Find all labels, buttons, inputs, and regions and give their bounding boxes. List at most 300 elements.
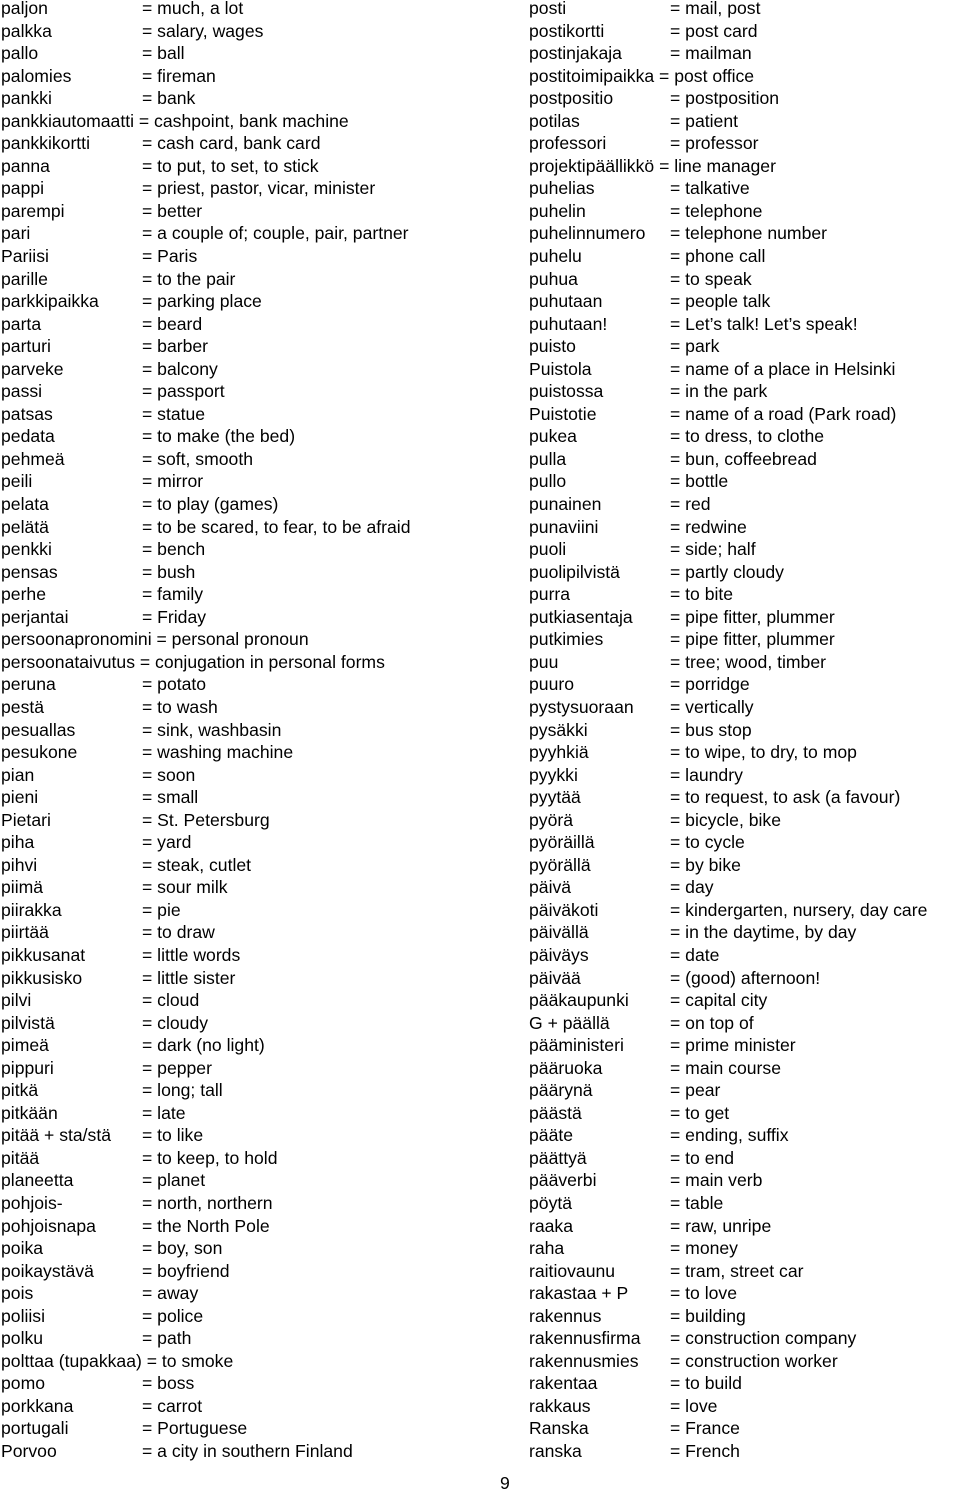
glossary-entry [529, 132, 960, 155]
finnish-term: porkkana [1, 1395, 74, 1416]
english-definition: = in the park [670, 381, 768, 402]
glossary-entry [529, 1305, 960, 1328]
glossary-entry [1, 538, 476, 561]
finnish-term: rakennus [529, 1305, 602, 1326]
glossary-entry [529, 876, 960, 899]
english-definition: = little sister [142, 967, 236, 988]
english-definition: = postposition [670, 88, 780, 109]
english-definition: = away [142, 1283, 199, 1304]
finnish-term: rakastaa + P [529, 1283, 629, 1304]
finnish-term: pohjoisnapa [1, 1215, 96, 1236]
glossary-entry [1, 65, 476, 88]
glossary-entry [529, 493, 960, 516]
english-definition: = to make (the bed) [142, 426, 296, 447]
finnish-term: parturi [1, 336, 51, 357]
english-definition: = tree; wood, timber [670, 651, 826, 672]
english-definition: = to end [670, 1147, 735, 1168]
finnish-term: raha [529, 1238, 565, 1259]
glossary-entry [1, 268, 476, 291]
finnish-term: peili [1, 471, 33, 492]
glossary-entry [1, 651, 476, 674]
english-definition: = post card [670, 20, 758, 41]
english-definition: = a couple of; couple, pair, partner [142, 223, 409, 244]
glossary-entry [529, 809, 960, 832]
finnish-term: raaka [529, 1215, 574, 1236]
english-definition: = pepper [142, 1057, 212, 1078]
english-definition: = to request, to ask (a favour) [670, 787, 901, 808]
entry-text: persoonataivutus = conjugation in personal forms [1, 651, 385, 672]
finnish-term: pöytä [529, 1192, 573, 1213]
finnish-term: pesuallas [1, 719, 76, 740]
english-definition: = kindergarten, nursery, day care [670, 899, 928, 920]
glossary-entry [1, 606, 476, 629]
english-definition: = by bike [670, 854, 741, 875]
finnish-term: parempi [1, 200, 65, 221]
finnish-term: postinjakaja [529, 43, 622, 64]
finnish-term: puhutaan [529, 291, 603, 312]
glossary-entry [1, 1102, 476, 1125]
english-definition: = talkative [670, 178, 750, 199]
english-definition: = France [670, 1418, 740, 1439]
english-definition: = priest, pastor, vicar, minister [142, 178, 376, 199]
english-definition: = park [670, 336, 720, 357]
finnish-term: potilas [529, 110, 580, 131]
glossary-entry [529, 651, 960, 674]
finnish-term: palomies [1, 65, 72, 86]
english-definition: = St. Petersburg [142, 809, 270, 830]
finnish-term: pian [1, 764, 35, 785]
glossary-entry [529, 155, 960, 178]
finnish-term: perjantai [1, 606, 69, 627]
english-definition: = laundry [670, 764, 743, 785]
finnish-term: perhe [1, 584, 46, 605]
english-definition: = to play (games) [142, 494, 279, 515]
english-definition: = police [142, 1305, 204, 1326]
glossary-entry [1, 1215, 476, 1238]
finnish-term: pari [1, 223, 31, 244]
english-definition: = passport [142, 381, 225, 402]
english-definition: = pipe fitter, plummer [670, 629, 835, 650]
glossary-entry [529, 403, 960, 426]
glossary-entry [1, 741, 476, 764]
english-definition: = pie [142, 899, 181, 920]
glossary-entry [1, 335, 476, 358]
finnish-term: pyykki [529, 764, 578, 785]
english-definition: = family [142, 584, 204, 605]
finnish-term: pääkaupunki [529, 990, 629, 1011]
finnish-term: pysäkki [529, 719, 588, 740]
glossary-entry [1, 764, 476, 787]
english-definition: = beard [142, 313, 203, 334]
english-definition: = to draw [142, 922, 215, 943]
finnish-term: pyöräillä [529, 832, 595, 853]
english-definition: = yard [142, 832, 192, 853]
finnish-term: pensas [1, 561, 58, 582]
glossary-entry [529, 583, 960, 606]
english-definition: = Let’s talk! Let’s speak! [670, 313, 858, 334]
glossary-entry [1, 177, 476, 200]
entry-text: pankkiautomaatti = cashpoint, bank machine [1, 110, 349, 131]
english-definition: = boss [142, 1373, 195, 1394]
finnish-term: pyörä [529, 809, 574, 830]
english-definition: = bottle [670, 471, 729, 492]
finnish-term: professori [529, 133, 607, 154]
glossary-entry [1, 155, 476, 178]
english-definition: = telephone [670, 200, 763, 221]
glossary-entry [529, 1012, 960, 1035]
finnish-term: pyytää [529, 787, 581, 808]
english-definition: = to like [142, 1125, 204, 1146]
glossary-entry [1, 1350, 476, 1373]
glossary-entry [1, 561, 476, 584]
glossary-entry [1, 493, 476, 516]
english-definition: = name of a road (Park road) [670, 403, 897, 424]
english-definition: = salary, wages [142, 20, 264, 41]
english-definition: = boyfriend [142, 1260, 230, 1281]
glossary-entry [529, 42, 960, 65]
glossary-entry [1, 921, 476, 944]
english-definition: = name of a place in Helsinki [670, 358, 896, 379]
english-definition: = ball [142, 43, 185, 64]
glossary-entry [1, 1305, 476, 1328]
finnish-term: puuro [529, 674, 574, 695]
finnish-term: poikaystävä [1, 1260, 94, 1281]
glossary-entry [529, 1215, 960, 1238]
english-definition: = to the pair [142, 268, 236, 289]
english-definition: = small [142, 787, 199, 808]
english-definition: = phone call [670, 246, 766, 267]
english-definition: = partly cloudy [670, 561, 784, 582]
glossary-entry [529, 0, 960, 20]
finnish-term: parkkipaikka [1, 291, 99, 312]
finnish-term: pilvi [1, 990, 32, 1011]
english-definition: = ending, suffix [670, 1125, 789, 1146]
english-definition: = bus stop [670, 719, 752, 740]
glossary-entry [529, 313, 960, 336]
english-definition: = better [142, 200, 203, 221]
finnish-term: parveke [1, 358, 64, 379]
glossary-entry [529, 358, 960, 381]
finnish-term: pihvi [1, 854, 38, 875]
finnish-term: parille [1, 268, 48, 289]
glossary-entry [529, 1034, 960, 1057]
glossary-entry [529, 786, 960, 809]
english-definition: = to get [670, 1102, 730, 1123]
glossary-entry [1, 1079, 476, 1102]
glossary-entry [529, 1057, 960, 1080]
glossary-entry [529, 222, 960, 245]
english-definition: = to cycle [670, 832, 745, 853]
glossary-entry [529, 1124, 960, 1147]
page-number: 9 [500, 1473, 510, 1493]
entry-text: projektipäällikkö = line manager [529, 155, 776, 176]
english-definition: = to wash [142, 696, 218, 717]
english-definition: = steak, cutlet [142, 854, 252, 875]
glossary-entry [529, 65, 960, 88]
finnish-term: puu [529, 651, 559, 672]
glossary-entry [529, 1192, 960, 1215]
finnish-term: päiväkoti [529, 899, 599, 920]
finnish-term: pankkikortti [1, 133, 90, 154]
glossary-entry [1, 719, 476, 742]
entry-text: persoonapronomini = personal pronoun [1, 629, 309, 650]
finnish-term: puhelias [529, 178, 595, 199]
finnish-term: rakkaus [529, 1395, 591, 1416]
english-definition: = bench [142, 539, 206, 560]
glossary-entry [529, 1440, 960, 1463]
glossary-entry [529, 110, 960, 133]
english-definition: = date [670, 944, 720, 965]
finnish-term: pappi [1, 178, 45, 199]
english-definition: = to keep, to hold [142, 1147, 278, 1168]
finnish-term: pedata [1, 426, 55, 447]
glossary-entry [1, 313, 476, 336]
english-definition: = carrot [142, 1395, 203, 1416]
english-definition: = tram, street car [670, 1260, 804, 1281]
english-definition: = fireman [142, 65, 216, 86]
glossary-entry [529, 177, 960, 200]
entry-text: polttaa (tupakkaa) = to smoke [1, 1350, 234, 1371]
finnish-term: puhelu [529, 246, 582, 267]
finnish-term: Pietari [1, 809, 51, 830]
finnish-term: ranska [529, 1441, 582, 1461]
glossary-entry [1, 222, 476, 245]
glossary-entry [1, 516, 476, 539]
glossary-entry [1, 1057, 476, 1080]
english-definition: = the North Pole [142, 1215, 270, 1236]
glossary-entry [1, 1327, 476, 1350]
finnish-term: pyyhkiä [529, 742, 589, 763]
english-definition: = construction worker [670, 1350, 838, 1371]
glossary-entry [1, 1237, 476, 1260]
glossary-entry [1, 1169, 476, 1192]
finnish-term: pestä [1, 696, 45, 717]
finnish-term: poliisi [1, 1305, 46, 1326]
glossary-entry [529, 741, 960, 764]
finnish-term: pilvistä [1, 1012, 55, 1033]
finnish-term: päättyä [529, 1147, 587, 1168]
english-definition: = much, a lot [142, 0, 244, 18]
english-definition: = prime minister [670, 1035, 796, 1056]
english-definition: = barber [142, 336, 209, 357]
glossary-entry [529, 628, 960, 651]
glossary-entry [1, 1147, 476, 1170]
finnish-term: pohjois- [1, 1192, 63, 1213]
glossary-entry [1, 809, 476, 832]
english-definition: = to wipe, to dry, to mop [670, 742, 857, 763]
finnish-term: puoli [529, 539, 567, 560]
finnish-term: Pariisi [1, 246, 49, 267]
finnish-term: pois [1, 1283, 34, 1304]
glossary-entry [529, 944, 960, 967]
finnish-term: portugali [1, 1418, 69, 1439]
english-definition: = telephone number [670, 223, 827, 244]
finnish-term: Porvoo [1, 1441, 57, 1461]
english-definition: = patient [670, 110, 738, 131]
glossary-entry [529, 673, 960, 696]
finnish-term: päästä [529, 1102, 582, 1123]
glossary-entry [529, 448, 960, 471]
english-definition: = bicycle, bike [670, 809, 781, 830]
english-definition: = to bite [670, 584, 734, 605]
glossary-entry [1, 20, 476, 43]
glossary-entry [529, 967, 960, 990]
english-definition: = (good) afternoon! [670, 967, 821, 988]
finnish-term: pieni [1, 787, 39, 808]
glossary-entry [529, 1282, 960, 1305]
finnish-term: piirtää [1, 922, 49, 943]
english-definition: = love [670, 1395, 718, 1416]
glossary-entry [529, 1350, 960, 1373]
english-definition: = porridge [670, 674, 750, 695]
finnish-term: puhelinnumero [529, 223, 646, 244]
finnish-term: postpositio [529, 88, 614, 109]
finnish-term: puolipilvistä [529, 561, 620, 582]
finnish-term: patsas [1, 403, 53, 424]
finnish-term: parta [1, 313, 42, 334]
finnish-term: pehmeä [1, 448, 65, 469]
english-definition: = bank [142, 88, 196, 109]
finnish-term: piha [1, 832, 35, 853]
finnish-term: pukea [529, 426, 577, 447]
english-definition: = construction company [670, 1328, 857, 1349]
english-definition: = redwine [670, 516, 747, 537]
glossary-entry [529, 764, 960, 787]
glossary-entry [529, 1169, 960, 1192]
glossary-entry [529, 1237, 960, 1260]
english-definition: = vertically [670, 696, 754, 717]
finnish-term: palkka [1, 20, 52, 41]
glossary-entry [529, 20, 960, 43]
english-definition: = washing machine [142, 742, 294, 763]
english-definition: = soft, smooth [142, 448, 253, 469]
english-definition: = mirror [142, 471, 204, 492]
glossary-entry [1, 696, 476, 719]
finnish-term: pystysuoraan [529, 696, 634, 717]
english-definition: = day [670, 877, 714, 898]
finnish-term: puhutaan! [529, 313, 608, 334]
glossary-entry [1, 1124, 476, 1147]
finnish-term: Puistotie [529, 403, 597, 424]
glossary-entry [529, 1417, 960, 1440]
english-definition: = cloudy [142, 1012, 209, 1033]
english-definition: = a city in southern Finland [142, 1441, 353, 1461]
english-definition: = cash card, bank card [142, 133, 321, 154]
glossary-entry [529, 516, 960, 539]
glossary-entry [529, 425, 960, 448]
glossary-entry [529, 200, 960, 223]
finnish-term: päiväys [529, 944, 589, 965]
english-definition: = table [670, 1192, 724, 1213]
english-definition: = little words [142, 944, 241, 965]
english-definition: = to speak [670, 268, 752, 289]
finnish-term: pimeä [1, 1035, 49, 1056]
glossary-entry [1, 200, 476, 223]
english-definition: = people talk [670, 291, 771, 312]
glossary-entry [529, 1327, 960, 1350]
english-definition: = to dress, to clothe [670, 426, 825, 447]
english-definition: = raw, unripe [670, 1215, 772, 1236]
finnish-term: pelätä [1, 516, 49, 537]
english-definition: = late [142, 1102, 186, 1123]
glossary-entry [529, 1260, 960, 1283]
finnish-term: putkiasentaja [529, 606, 633, 627]
glossary-entry [529, 921, 960, 944]
glossary-entry [1, 628, 476, 651]
glossary-entry [1, 989, 476, 1012]
glossary-entry [529, 696, 960, 719]
english-definition: = mail, post [670, 0, 761, 18]
english-definition: = bun, coffeebread [670, 448, 817, 469]
glossary-entry [1, 673, 476, 696]
right-glossary-column [529, 0, 960, 1463]
english-definition: = long; tall [142, 1080, 223, 1101]
finnish-term: panna [1, 155, 50, 176]
glossary-entry [1, 358, 476, 381]
english-definition: = potato [142, 674, 207, 695]
glossary-entry [1, 899, 476, 922]
glossary-entry [1, 1012, 476, 1035]
glossary-entry [529, 1102, 960, 1125]
glossary-entry [1, 425, 476, 448]
finnish-term: raitiovaunu [529, 1260, 616, 1281]
finnish-term: pääverbi [529, 1170, 597, 1191]
glossary-entry [529, 719, 960, 742]
glossary-entry [529, 1147, 960, 1170]
finnish-term: pääministeri [529, 1035, 624, 1056]
english-definition: = boy, son [142, 1238, 223, 1259]
english-definition: = pear [670, 1080, 721, 1101]
glossary-entry [529, 470, 960, 493]
finnish-term: purra [529, 584, 571, 605]
finnish-term: poika [1, 1238, 44, 1259]
glossary-entry [1, 245, 476, 268]
finnish-term: passi [1, 381, 43, 402]
finnish-term: puhelin [529, 200, 586, 221]
english-definition: = to love [670, 1283, 737, 1304]
finnish-term: päivä [529, 877, 572, 898]
finnish-term: penkki [1, 539, 52, 560]
finnish-term: Ranska [529, 1418, 589, 1439]
english-definition: = building [670, 1305, 746, 1326]
glossary-entry [529, 87, 960, 110]
entry-text: postitoimipaikka = post office [529, 65, 755, 86]
finnish-term: pikkusisko [1, 967, 83, 988]
glossary-entry [1, 42, 476, 65]
finnish-term: päivällä [529, 922, 589, 943]
finnish-term: pitkä [1, 1080, 39, 1101]
glossary-entry [1, 132, 476, 155]
finnish-term: pomo [1, 1373, 46, 1394]
english-definition: = cloud [142, 990, 200, 1011]
finnish-term: pelata [1, 494, 49, 515]
glossary-entry [1, 854, 476, 877]
finnish-term: pullo [529, 471, 567, 492]
glossary-entry [529, 380, 960, 403]
english-definition: = sour milk [142, 877, 228, 898]
finnish-term: rakentaa [529, 1373, 598, 1394]
glossary-entry [1, 403, 476, 426]
glossary-entry [529, 335, 960, 358]
glossary-entry [1, 380, 476, 403]
english-definition: = main course [670, 1057, 781, 1078]
finnish-term: pankki [1, 88, 52, 109]
glossary-entry [1, 583, 476, 606]
glossary-entry [529, 606, 960, 629]
english-definition: = to put, to set, to stick [142, 155, 319, 176]
glossary-entry [1, 831, 476, 854]
glossary-entry [529, 245, 960, 268]
